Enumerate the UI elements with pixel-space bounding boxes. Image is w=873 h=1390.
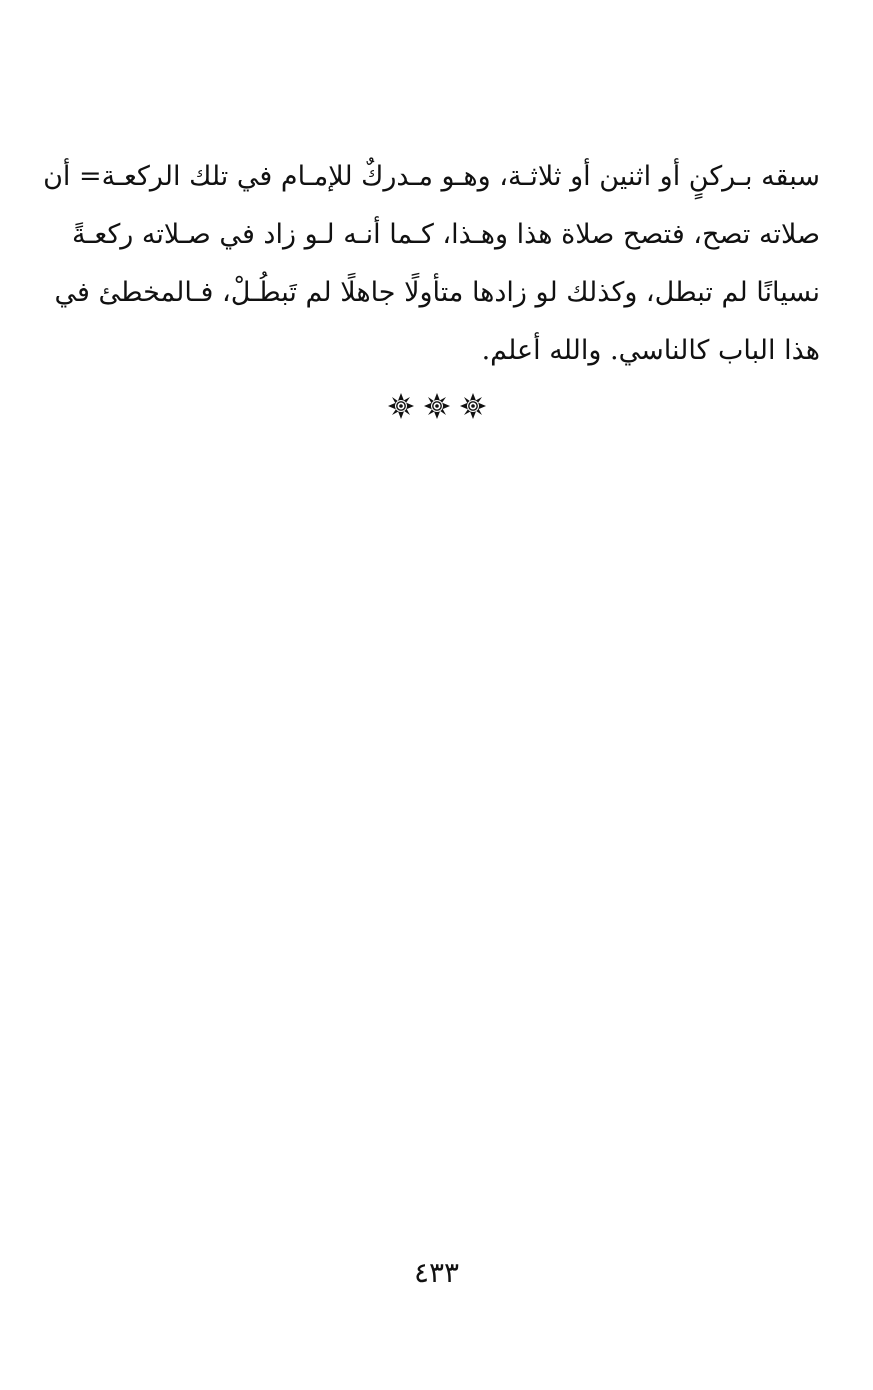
body-line-1: سبقه بـركنٍ أو اثنين أو ثلاثـة، وهـو مـدركٌ للإمـام في تلك الركعـة= أن <box>43 161 820 192</box>
star-flower-icon <box>387 392 415 420</box>
star-flower-icon <box>423 392 451 420</box>
body-text <box>43 148 820 380</box>
body-line-2: صلاته تصح، فتصح صلاة هذا وهـذا، كـما أنـه لـو زاد في صـلاته ركعـةً <box>72 219 820 250</box>
body-line-3: نسيانًا لم تبطل، وكذلك لو زادها متأولًا جاهلًا لم تَبطُـلْ، فـالمخطئ في <box>54 277 820 308</box>
body-line-4: هذا الباب كالناسي. والله أعلم. <box>481 335 820 366</box>
section-divider-ornaments <box>0 392 873 420</box>
star-flower-icon <box>459 392 487 420</box>
page-number: ٤٣٣ <box>413 1256 460 1289</box>
